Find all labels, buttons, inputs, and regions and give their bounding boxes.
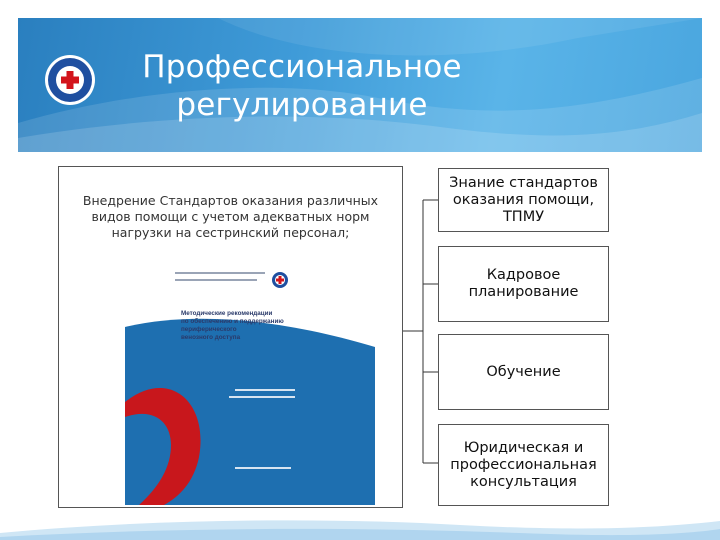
cover-title-block — [59, 167, 403, 508]
box-legal-consultation: Юридическая и профессиональная консультация — [438, 424, 609, 506]
document-panel — [58, 166, 403, 508]
title-line-1: Профессиональное — [142, 49, 462, 85]
box-training: Обучение — [438, 334, 609, 410]
title-line-2: регулирование — [176, 87, 428, 123]
page-title — [102, 48, 502, 124]
slide-header — [18, 18, 702, 152]
red-cross-emblem-icon — [44, 54, 96, 106]
box-standards-knowledge: Знание стандартов оказания помощи, ТПМУ — [438, 168, 609, 232]
document-description: Внедрение Стандартов оказания различных видов помощи с учетом адекватных норм нагрузки на сестринский персонал; — [82, 193, 379, 240]
cover-title-text: Методические рекомендации по обеспечению и поддержанию периферического венозного доступа — [181, 310, 284, 341]
box-staff-planning: Кадровое планирование — [438, 246, 609, 322]
footer-wave-decoration — [0, 515, 720, 540]
